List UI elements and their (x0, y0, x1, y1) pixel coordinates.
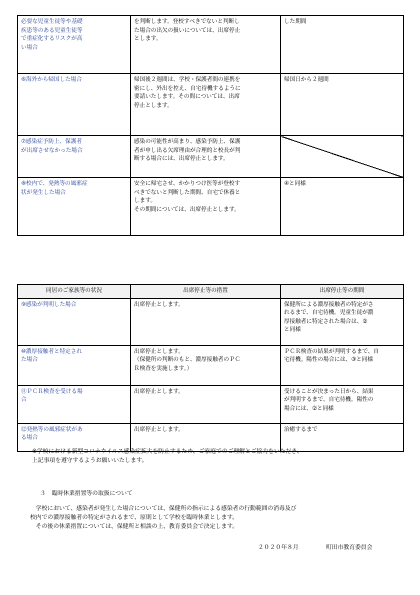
row-category: ⑫発熱等の風邪症状があ る場合 (18, 423, 131, 451)
row-period: 保健所による濃厚接触者の特定がさ れるまで、自宅待機。児童生徒が濃 厚接触者に特定された場合は、② と同様 (281, 298, 404, 345)
table-header-row (18, 285, 404, 299)
table-continuation (17, 15, 404, 236)
row-period: 受けることが決まった日から、結果 が判明するまで、自宅待機。陽性の 場合には、②と同様 (281, 385, 404, 423)
row-category: ⑧校内で、発熱等の風邪症 状が発生した場合 (18, 178, 131, 236)
footer-date: ２０２０年８月 (258, 545, 299, 551)
row-measure: 出席停止とします。 (131, 298, 281, 345)
table-row (18, 136, 404, 178)
row-measure: 帰国後２週間は、学校・保護者間の連携を 密にし、外出を控え、自宅待機するように 要請いたします。その間については、出席 停止とします。 (131, 74, 281, 136)
row-period-empty (281, 136, 404, 178)
table-row (18, 345, 404, 385)
header-status: 同居のご家族等の状況 (18, 285, 131, 299)
table-row (18, 178, 404, 236)
row-period: 治癒するまで (281, 423, 404, 451)
cooperation-note: ※学校における新型コロナウイルス感染症拡大を防止するため、ご家庭でのご理解とご協力をいただき、 上記事項を遵守するようお願いいたします。 (32, 449, 303, 464)
family-status-table (17, 284, 404, 452)
row-measure: 出席停止とします。 （保健所の判断のもと、濃厚接触者のＰＣ Ｒ検査を実施します。） (131, 345, 281, 385)
footer-issuer: 町田市教育委員会 (326, 545, 373, 551)
row-category: 必要な児童生徒等や基礎 疾患等のある児童生徒等 で重症化するリスクが高 い場合 (18, 16, 131, 74)
table-row (18, 16, 404, 74)
row-measure: 出席停止とします。 (131, 423, 281, 451)
table-row (18, 74, 404, 136)
row-category: ⑦感染症予防上、保護者 が出席させなかった場合 (18, 136, 131, 178)
table-row (18, 385, 404, 423)
row-period: ④と同様 (281, 178, 404, 236)
row-measure: 出席停止とします。 (131, 385, 281, 423)
section-heading: ３ 臨時休業措置等の取扱について (40, 491, 133, 497)
row-measure: 感染の可能性が高まり、感染予防上、保護 者が申し出る欠席理由が合理的と校長が判 断する場合には、出席停止とします。 (131, 136, 281, 178)
header-measure: 出席停止等の措置 (131, 285, 281, 299)
header-period: 出席停止等の期間 (281, 285, 404, 299)
section-body: 学校において、感染者が発生した場合については、保健所の指示による感染者の行動範囲の消毒及び 校内での濃厚接触者の特定がされるまで、原則として学校を臨時休業とします。 その後の休業措置については、保健所と相談の上、教育委員会で決定します。 (30, 506, 297, 530)
row-measure: を判断します。登校すべきでないと判断し た場合の出欠の扱いについては、出席停止 とします。 (131, 16, 281, 74)
row-measure: 安全に帰宅させ、かかりつけ医等が登校す べきでないと判断した期間、自宅で休養と します。 その期間については、出席停止とします。 (131, 178, 281, 236)
row-category: ⑩濃厚接触者と特定され た場合 (18, 345, 131, 385)
row-category: ⑪ＰＣＲ検査を受ける場 合 (18, 385, 131, 423)
table-row (18, 298, 404, 345)
row-period: した期間 (281, 16, 404, 74)
row-period: 帰国日から２週間 (281, 74, 404, 136)
row-category: ⑥海外から帰国した場合 (18, 74, 131, 136)
row-period: ＰＣＲ検査の結果が判明するまで、自 宅待機。陽性の場合には、③と同様 (281, 345, 404, 385)
table-row (18, 423, 404, 451)
row-category: ⑨感染が判明した場合 (18, 298, 131, 345)
